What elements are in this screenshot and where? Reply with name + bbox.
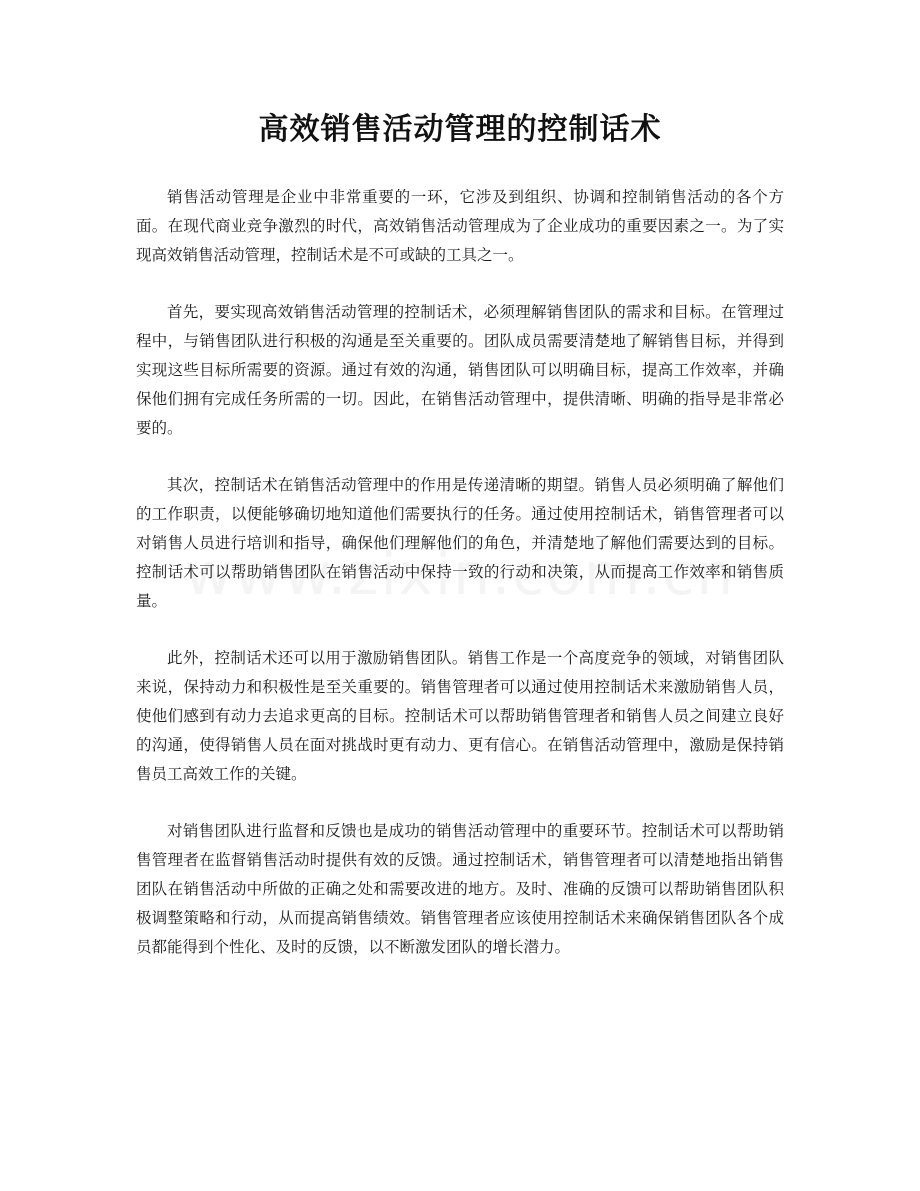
document-title: 高效销售活动管理的控制话术 xyxy=(258,112,662,147)
paragraph-1: 销售活动管理是企业中非常重要的一环，它涉及到组织、协调和控制销售活动的各个方面。在现代商业竞争激烈的时代，高效销售活动管理成为了企业成功的重要因素之一。为了实现高效销售活动管理，控制话术是不可或缺的工具之一。 xyxy=(136,188,784,265)
paragraph-4: 此外，控制话术还可以用于激励销售团队。销售工作是一个高度竞争的领域，对销售团队来说，保持动力和积极性是至关重要的。销售管理者可以通过使用控制话术来激励销售人员，使他们感到有动力去追求更高的目标。控制话术可以帮助销售管理者和销售人员之间建立良好的沟通，使得销售人员在面对挑战时更有动力、更有信心。在销售活动管理中，激励是保持销售员工高效工作的关键。 xyxy=(136,648,784,784)
paragraph-3: 其次，控制话术在销售活动管理中的作用是传递清晰的期望。销售人员必须明确了解他们的工作职责，以便能够确切地知道他们需要执行的任务。通过使用控制话术，销售管理者可以对销售人员进行培训和指导，确保他们理解他们的角色，并清楚地了解他们需要达到的目标。控制话术可以帮助销售团队在销售活动中保持一致的行动和决策，从而提高工作效率和销售质量。 xyxy=(136,475,784,611)
document-body xyxy=(136,183,784,990)
paragraph-2: 首先，要实现高效销售活动管理的控制话术，必须理解销售团队的需求和目标。在管理过程中，与销售团队进行积极的沟通是至关重要的。团队成员需要清楚地了解销售目标，并得到实现这些目标所需要的资源。通过有效的沟通，销售团队可以明确目标，提高工作效率，并确保他们拥有完成任务所需的一切。因此，在销售活动管理中，提供清晰、明确的指导是非常必要的。 xyxy=(136,302,784,438)
paragraph-5: 对销售团队进行监督和反馈也是成功的销售活动管理中的重要环节。控制话术可以帮助销售管理者在监督销售活动时提供有效的反馈。通过控制话术，销售管理者可以清楚地指出销售团队在销售活动中所做的正确之处和需要改进的地方。及时、准确的反馈可以帮助销售团队积极调整策略和行动，从而提高销售绩效。销售管理者应该使用控制话术来确保销售团队各个成员都能得到个性化、及时的反馈，以不断激发团队的增长潜力。 xyxy=(136,821,784,957)
